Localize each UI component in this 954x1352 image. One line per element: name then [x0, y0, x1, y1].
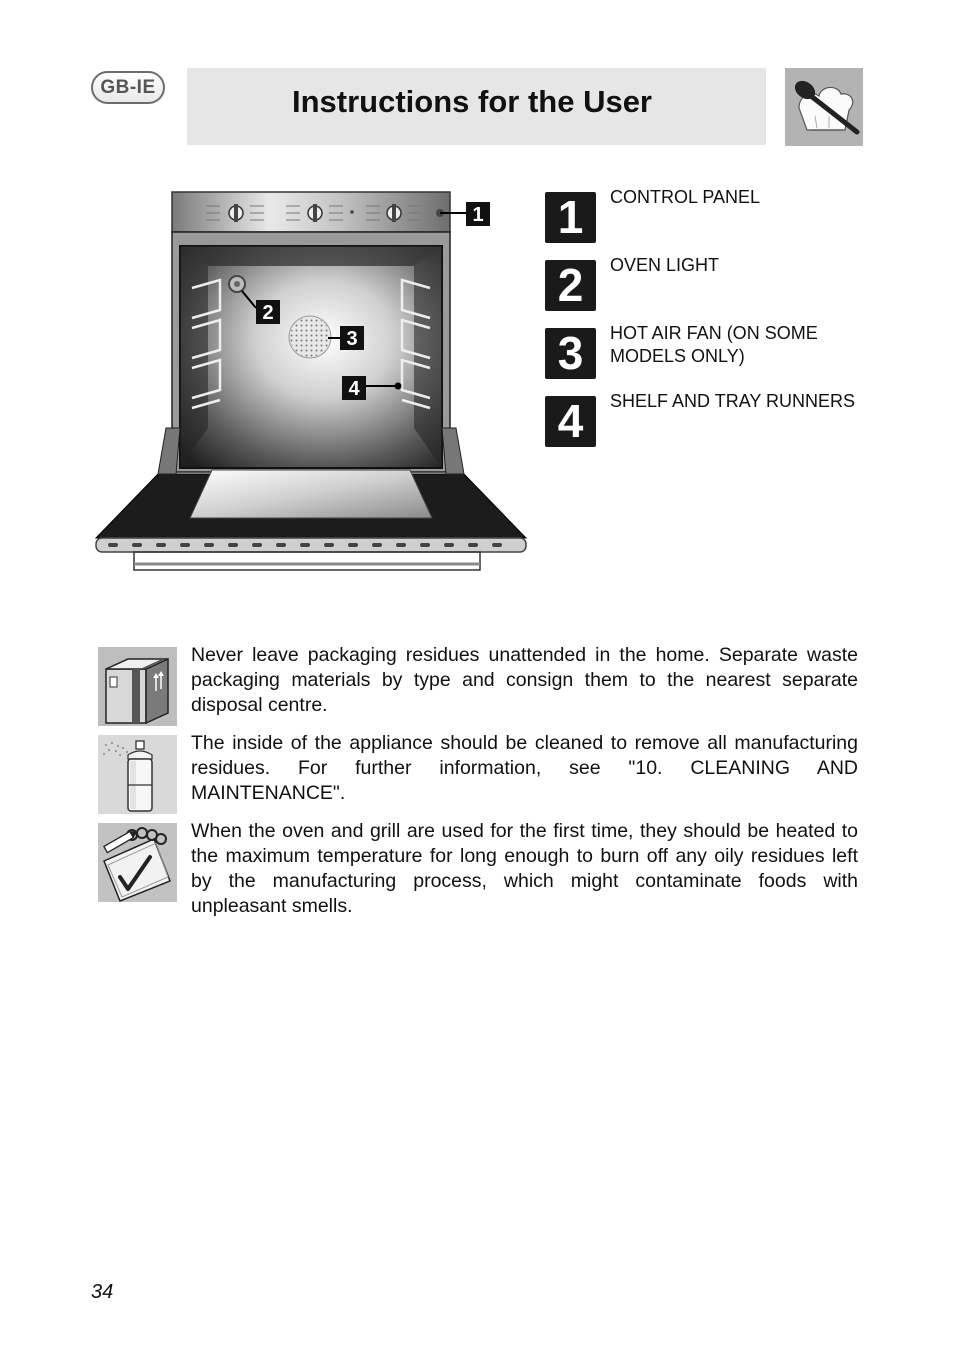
hot-air-fan [289, 316, 331, 358]
legend-number: 3 [545, 328, 596, 379]
page-title: Instructions for the User [292, 84, 652, 119]
svg-text:2: 2 [262, 302, 274, 324]
legend-number: 2 [545, 260, 596, 311]
svg-text:3: 3 [346, 328, 358, 350]
oven-diagram [94, 188, 528, 579]
title-bar [187, 68, 766, 145]
oven-light [229, 276, 245, 292]
legend-label: SHELF AND TRAY RUNNERS [610, 391, 856, 411]
page-number: 34 [91, 1281, 114, 1303]
svg-text:4: 4 [348, 378, 360, 400]
legend-label: OVEN LIGHT [610, 255, 720, 275]
note-text: Never leave packaging residues unattended in the home. Separate waste packaging materials by type and consign them to the nearest separate disposal centre. [191, 644, 858, 716]
legend-label: HOT AIR FAN (ON SOME MODELS ONLY) [610, 323, 818, 366]
region-badge: GB-IE [91, 71, 165, 104]
control-panel [172, 192, 450, 232]
legend-number: 4 [545, 396, 596, 447]
note-text: The inside of the appliance should be cleaned to remove all manufacturing residues. For further information, see "10. CLEANING AND MAINTENANCE". [191, 732, 858, 804]
note-text: When the oven and grill are used for the first time, they should be heated to the maximum temperature for long enough to burn off any oily residues left by the manufacturing process, which might contaminate foods with unpleasant smells. [191, 820, 858, 917]
chef-spoon-icon [785, 68, 863, 146]
legend-number: 1 [545, 192, 596, 243]
svg-text:1: 1 [472, 204, 484, 226]
package-box-icon [98, 647, 177, 726]
legend-label: CONTROL PANEL [610, 187, 761, 207]
notebook-check-icon [98, 823, 177, 902]
spray-can-icon [98, 735, 177, 814]
